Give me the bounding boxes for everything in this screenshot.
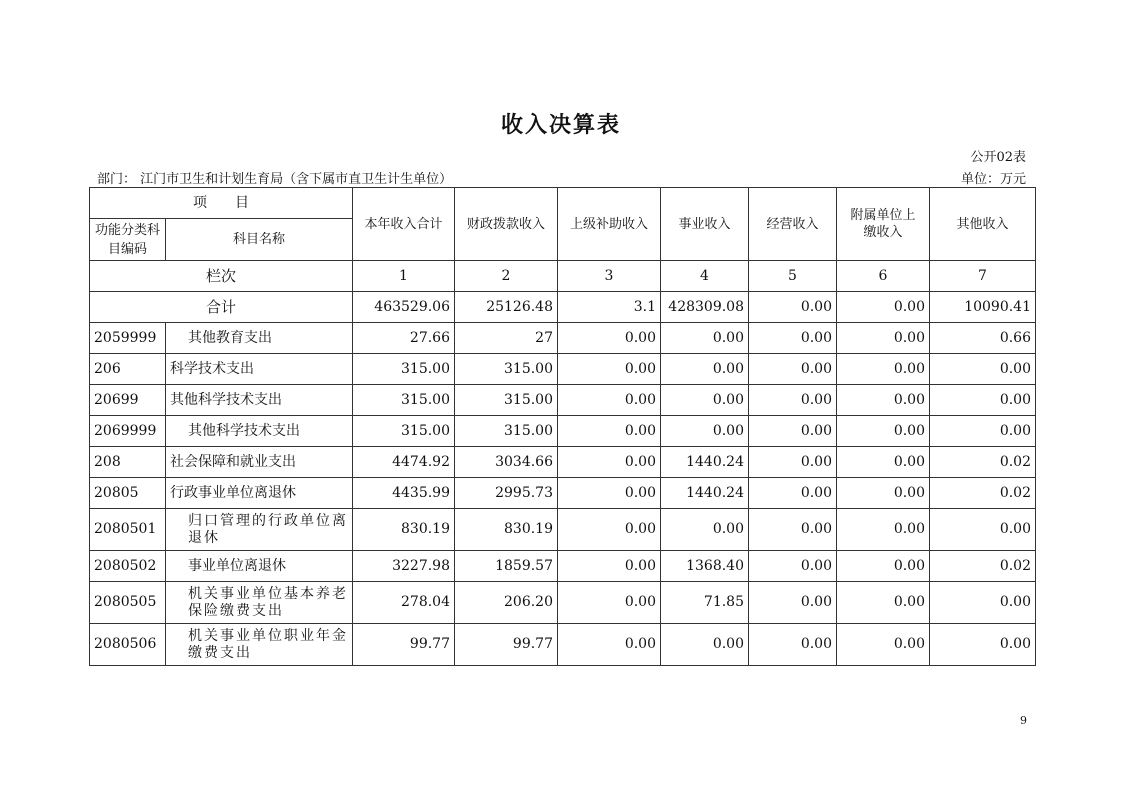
- row-code: 2059999: [90, 323, 166, 354]
- col-index-label: 栏次: [90, 261, 353, 292]
- col-index-3: 3: [558, 261, 661, 292]
- header-col-6: 附属单位上缴收入: [837, 188, 930, 261]
- row-value: 0.00: [661, 416, 749, 447]
- row-value: 206.20: [455, 582, 558, 624]
- total-value: 0.00: [837, 292, 930, 323]
- total-value: 25126.48: [455, 292, 558, 323]
- row-value: 0.00: [837, 447, 930, 478]
- table-row: [90, 582, 1036, 624]
- row-value: 1440.24: [661, 478, 749, 509]
- total-value: 3.1: [558, 292, 661, 323]
- row-value: 0.00: [661, 385, 749, 416]
- row-value: 0.00: [837, 354, 930, 385]
- row-value: 0.00: [930, 354, 1036, 385]
- row-name: 社会保障和就业支出: [166, 447, 353, 478]
- col-index-4: 4: [661, 261, 749, 292]
- table-row: [90, 323, 1036, 354]
- row-value: 0.00: [749, 354, 837, 385]
- row-name: 其他科学技术支出: [166, 416, 353, 447]
- row-value: 4435.99: [353, 478, 455, 509]
- row-value: 4474.92: [353, 447, 455, 478]
- table-row: [90, 624, 1036, 666]
- row-value: 0.00: [558, 582, 661, 624]
- row-value: 0.00: [837, 416, 930, 447]
- col-index-1: 1: [353, 261, 455, 292]
- row-value: 0.00: [661, 323, 749, 354]
- row-value: 0.00: [930, 624, 1036, 666]
- table-row: [90, 509, 1036, 551]
- row-value: 0.00: [749, 447, 837, 478]
- header-name: 科目名称: [166, 219, 353, 261]
- header-item: 项 目: [90, 188, 353, 219]
- row-value: 0.00: [661, 624, 749, 666]
- row-name: 事业单位离退休: [166, 551, 353, 582]
- row-value: 830.19: [353, 509, 455, 551]
- page-number: 9: [1020, 714, 1027, 727]
- header-row-1: [90, 188, 1036, 219]
- header-col-3: 上级补助收入: [558, 188, 661, 261]
- header-col-5: 经营收入: [749, 188, 837, 261]
- row-value: 315.00: [353, 416, 455, 447]
- row-value: 0.00: [930, 416, 1036, 447]
- row-value: 315.00: [455, 385, 558, 416]
- row-value: 0.00: [837, 478, 930, 509]
- row-value: 0.00: [558, 624, 661, 666]
- row-code: 20805: [90, 478, 166, 509]
- row-value: 99.77: [455, 624, 558, 666]
- row-value: 0.00: [837, 624, 930, 666]
- row-name: 其他教育支出: [166, 323, 353, 354]
- col-index-7: 7: [930, 261, 1036, 292]
- row-value: 830.19: [455, 509, 558, 551]
- row-value: 3227.98: [353, 551, 455, 582]
- row-value: 1859.57: [455, 551, 558, 582]
- row-value: 315.00: [353, 354, 455, 385]
- row-value: 0.00: [837, 509, 930, 551]
- revenue-table: [89, 187, 1036, 666]
- row-code: 208: [90, 447, 166, 478]
- table-row: [90, 354, 1036, 385]
- row-value: 0.00: [749, 624, 837, 666]
- row-value: 27.66: [353, 323, 455, 354]
- row-value: 315.00: [455, 354, 558, 385]
- total-value: 428309.08: [661, 292, 749, 323]
- row-value: 2995.73: [455, 478, 558, 509]
- row-name: 归口管理的行政单位离退休: [166, 509, 353, 551]
- header-col-2: 财政拨款收入: [455, 188, 558, 261]
- row-value: 0.00: [558, 385, 661, 416]
- row-value: 0.02: [930, 478, 1036, 509]
- page-title: 收入决算表: [500, 112, 621, 138]
- header-code: 功能分类科目编码: [90, 219, 166, 261]
- total-value: 463529.06: [353, 292, 455, 323]
- total-row: [90, 292, 1036, 323]
- row-value: 0.66: [930, 323, 1036, 354]
- row-value: 0.00: [749, 416, 837, 447]
- unit-label: 单位：万元: [960, 172, 1026, 187]
- col-index-row: [90, 261, 1036, 292]
- row-code: 2080506: [90, 624, 166, 666]
- total-label: 合计: [90, 292, 353, 323]
- row-value: 0.00: [558, 447, 661, 478]
- form-number: 公开02表: [970, 150, 1026, 165]
- table-row: [90, 416, 1036, 447]
- row-value: 0.00: [749, 478, 837, 509]
- row-value: 0.00: [558, 478, 661, 509]
- header-col-1: 本年收入合计: [353, 188, 455, 261]
- col-index-2: 2: [455, 261, 558, 292]
- row-value: 315.00: [353, 385, 455, 416]
- row-name: 机关事业单位基本养老保险缴费支出: [166, 582, 353, 624]
- row-name: 行政事业单位离退休: [166, 478, 353, 509]
- row-value: 0.00: [930, 582, 1036, 624]
- row-value: 0.00: [930, 509, 1036, 551]
- col-index-6: 6: [837, 261, 930, 292]
- table-row: [90, 447, 1036, 478]
- header-col-4: 事业收入: [661, 188, 749, 261]
- row-value: 0.00: [558, 354, 661, 385]
- row-value: 0.00: [661, 509, 749, 551]
- row-value: 99.77: [353, 624, 455, 666]
- table-row: [90, 551, 1036, 582]
- row-value: 71.85: [661, 582, 749, 624]
- row-value: 1368.40: [661, 551, 749, 582]
- row-code: 20699: [90, 385, 166, 416]
- row-value: 0.00: [837, 323, 930, 354]
- total-value: 10090.41: [930, 292, 1036, 323]
- row-value: 278.04: [353, 582, 455, 624]
- row-value: 27: [455, 323, 558, 354]
- total-value: 0.00: [749, 292, 837, 323]
- row-code: 2080505: [90, 582, 166, 624]
- table-row: [90, 385, 1036, 416]
- row-value: 0.02: [930, 447, 1036, 478]
- row-value: 0.00: [837, 385, 930, 416]
- row-value: 0.00: [558, 416, 661, 447]
- row-value: 0.00: [558, 509, 661, 551]
- row-value: 0.00: [749, 323, 837, 354]
- row-code: 206: [90, 354, 166, 385]
- row-value: 0.00: [749, 385, 837, 416]
- row-value: 3034.66: [455, 447, 558, 478]
- row-value: 0.00: [837, 551, 930, 582]
- row-value: 0.00: [837, 582, 930, 624]
- header-col-7: 其他收入: [930, 188, 1036, 261]
- row-code: 2069999: [90, 416, 166, 447]
- row-value: 0.00: [749, 551, 837, 582]
- row-value: 1440.24: [661, 447, 749, 478]
- table-row: [90, 478, 1036, 509]
- col-index-5: 5: [749, 261, 837, 292]
- row-value: 0.00: [749, 582, 837, 624]
- row-value: 0.02: [930, 551, 1036, 582]
- department-label: 部门： 江门市卫生和计划生育局（含下属市直卫生计生单位）: [97, 172, 453, 187]
- row-name: 机关事业单位职业年金缴费支出: [166, 624, 353, 666]
- row-value: 0.00: [558, 551, 661, 582]
- row-name: 科学技术支出: [166, 354, 353, 385]
- row-name: 其他科学技术支出: [166, 385, 353, 416]
- row-value: 0.00: [749, 509, 837, 551]
- row-value: 0.00: [558, 323, 661, 354]
- row-value: 0.00: [661, 354, 749, 385]
- row-value: 315.00: [455, 416, 558, 447]
- row-code: 2080502: [90, 551, 166, 582]
- row-value: 0.00: [930, 385, 1036, 416]
- row-code: 2080501: [90, 509, 166, 551]
